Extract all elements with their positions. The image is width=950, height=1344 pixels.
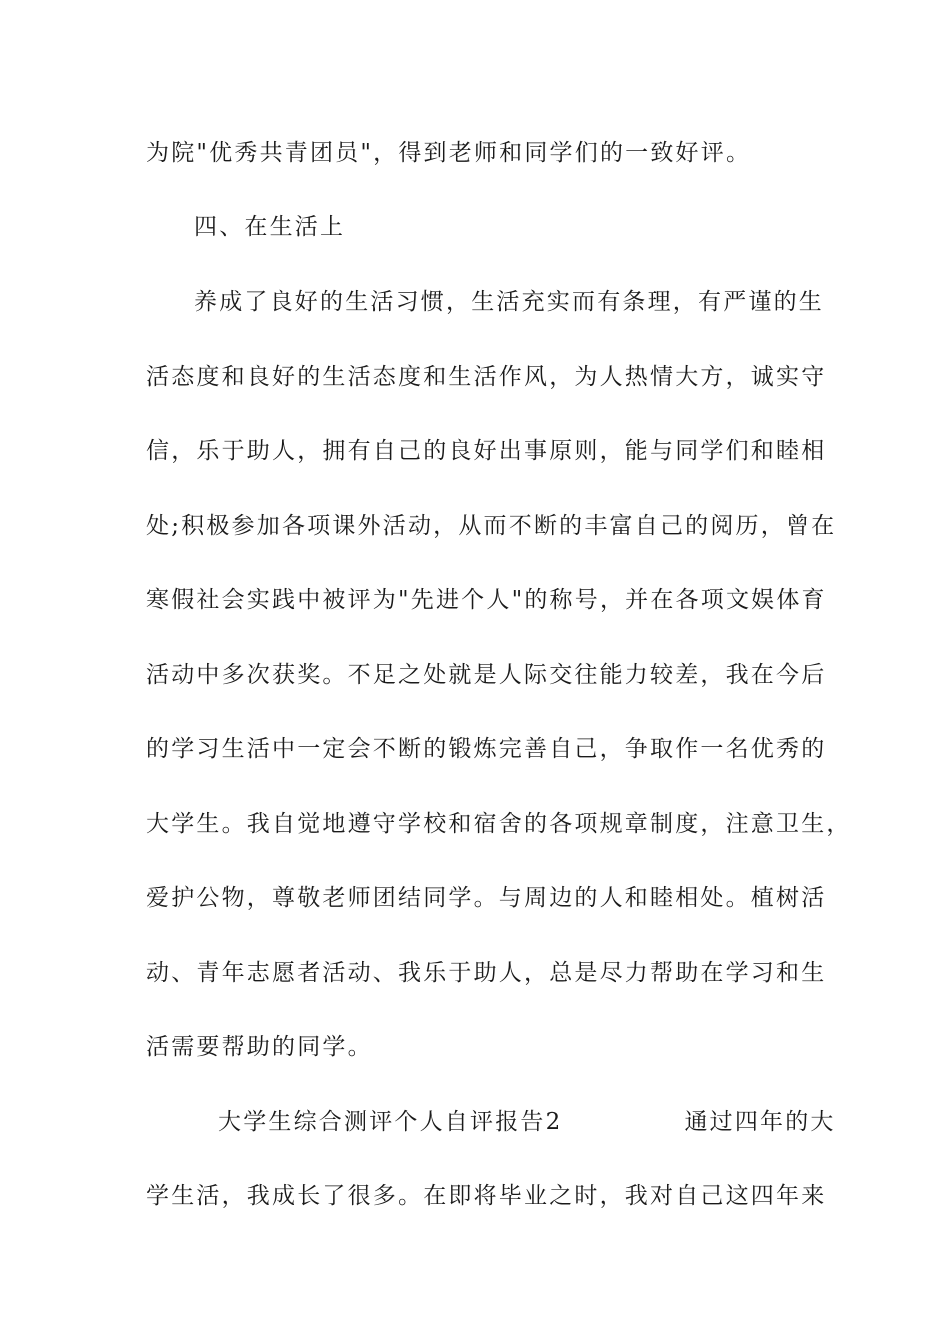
paragraph-line: 爱护公物，尊敬老师团结同学。与周边的人和睦相处。植树活 (146, 885, 827, 911)
section-heading: 四、在生活上 (194, 214, 346, 240)
paragraph-line: 活需要帮助的同学。 (146, 1034, 373, 1060)
paragraph-line: 学生活，我成长了很多。在即将毕业之时，我对自己这四年来 (146, 1183, 827, 1209)
paragraph-line: 活动中多次获奖。不足之处就是人际交往能力较差，我在今后 (146, 662, 827, 688)
paragraph-line: 寒假社会实践中被评为"先进个人"的称号，并在各项文娱体育 (146, 587, 827, 613)
paragraph-line: 养成了良好的生活习惯，生活充实而有条理，有严谨的生 (194, 289, 824, 315)
paragraph-line: 为院"优秀共青团员"，得到老师和同学们的一致好评。 (146, 140, 752, 166)
paragraph-line: 处;积极参加各项课外活动，从而不断的丰富自己的阅历，曾在 (146, 513, 837, 539)
paragraph-line: 活态度和良好的生活态度和生活作风，为人热情大方，诚实守 (146, 364, 827, 390)
paragraph-line: 信，乐于助人，拥有自己的良好出事原则，能与同学们和睦相 (146, 438, 827, 464)
report-title-line (218, 1107, 836, 1137)
paragraph-line: 动、青年志愿者活动、我乐于助人，总是尽力帮助在学习和生 (146, 960, 827, 986)
report-title: 大学生综合测评个人自评报告2 (218, 1109, 563, 1135)
report-title-continuation: 通过四年的大 (684, 1109, 836, 1135)
paragraph-line: 大学生。我自觉地遵守学校和宿舍的各项规章制度，注意卫生， (146, 811, 852, 837)
paragraph-line: 的学习生活中一定会不断的锻炼完善自己，争取作一名优秀的 (146, 736, 827, 762)
